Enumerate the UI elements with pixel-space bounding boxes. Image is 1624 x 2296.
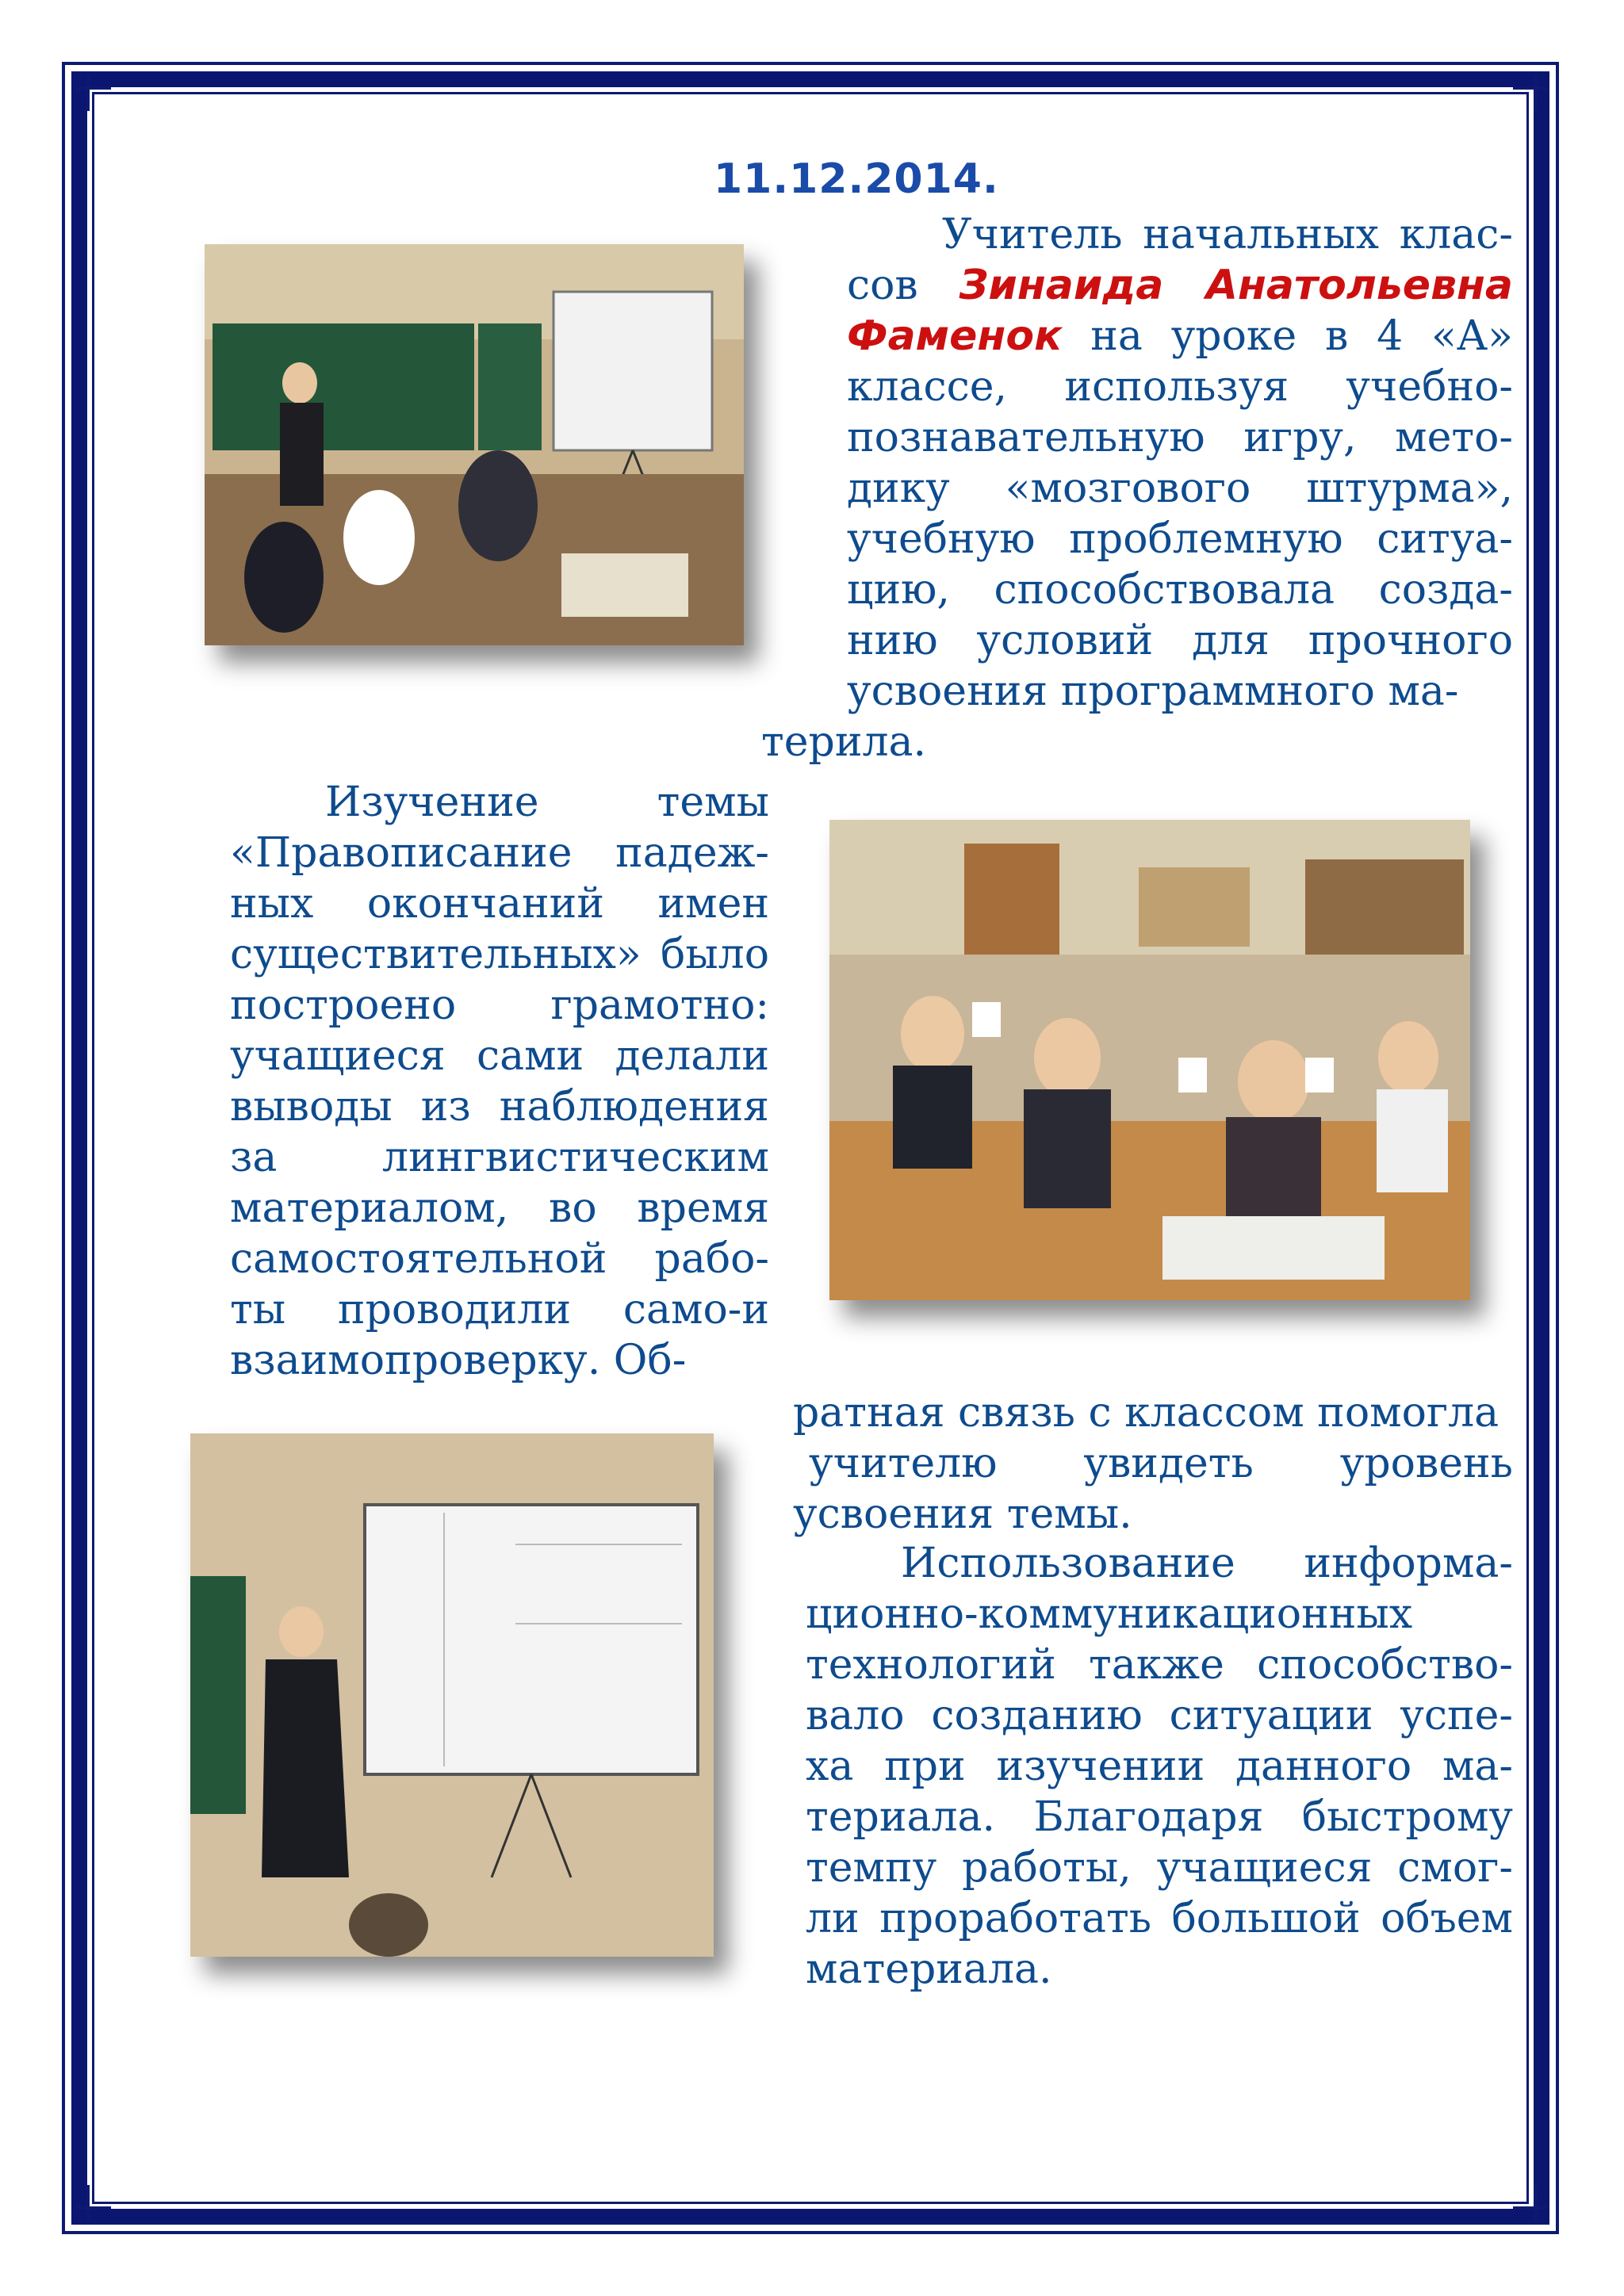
paragraph1-before: Учитель начальных клас-сов bbox=[847, 211, 1513, 309]
paragraph1-after: на уроке в 4 «А» классе, используя учебно-познавательную игру, мето-дику «мозгового штурма», учебную проблемную ситуа-цию, способствовала созда-нию условий для прочного усвоения программного ма- bbox=[847, 312, 1513, 715]
frame-corner-bottom-right bbox=[1513, 2185, 1548, 2220]
photo-pupils-cards bbox=[829, 820, 1470, 1300]
frame-corner-top-right bbox=[1513, 76, 1548, 111]
paragraph-ict bbox=[806, 1538, 1513, 1995]
paragraph2-continuation-rest: учителю увидеть уровень усвоения темы. bbox=[793, 1440, 1513, 1538]
paragraph3-text: Использование информа-ционно-коммуникационных технологий также способство-вало созданию ситуации успе-ха при изучении данного ма-териала. Благодаря быстрому темпу работы, учащиеся смог-ли проработать большой объем материала. bbox=[806, 1540, 1513, 1993]
photo-teacher-projector bbox=[190, 1433, 714, 1957]
frame-corner-bottom-left bbox=[76, 2185, 111, 2220]
photo-teacher-blackboard bbox=[205, 244, 744, 645]
paragraph-teacher-intro bbox=[847, 209, 1513, 717]
paragraph-feedback bbox=[793, 1387, 1513, 1540]
paragraph1-continuation: терила. bbox=[761, 718, 927, 766]
paragraph-lesson-topic bbox=[230, 777, 769, 1386]
page-date: 11.12.2014. bbox=[714, 155, 999, 203]
teacher-name: Зинаида Анатольевна Фаменок bbox=[847, 262, 1513, 360]
paragraph2-continuation-line1: ратная связь с классом помогла bbox=[793, 1389, 1500, 1437]
frame-corner-top-left bbox=[76, 76, 111, 111]
paragraph2-text: Изучение темы «Правописание падеж-ных окончаний имен существительных» было построено грамотно: учащиеся сами делали выводы из наблюдения за лингвистическим материалом, во время самостоятельной рабо-ты проводили само-и взаимопроверку. Об- bbox=[230, 779, 769, 1384]
